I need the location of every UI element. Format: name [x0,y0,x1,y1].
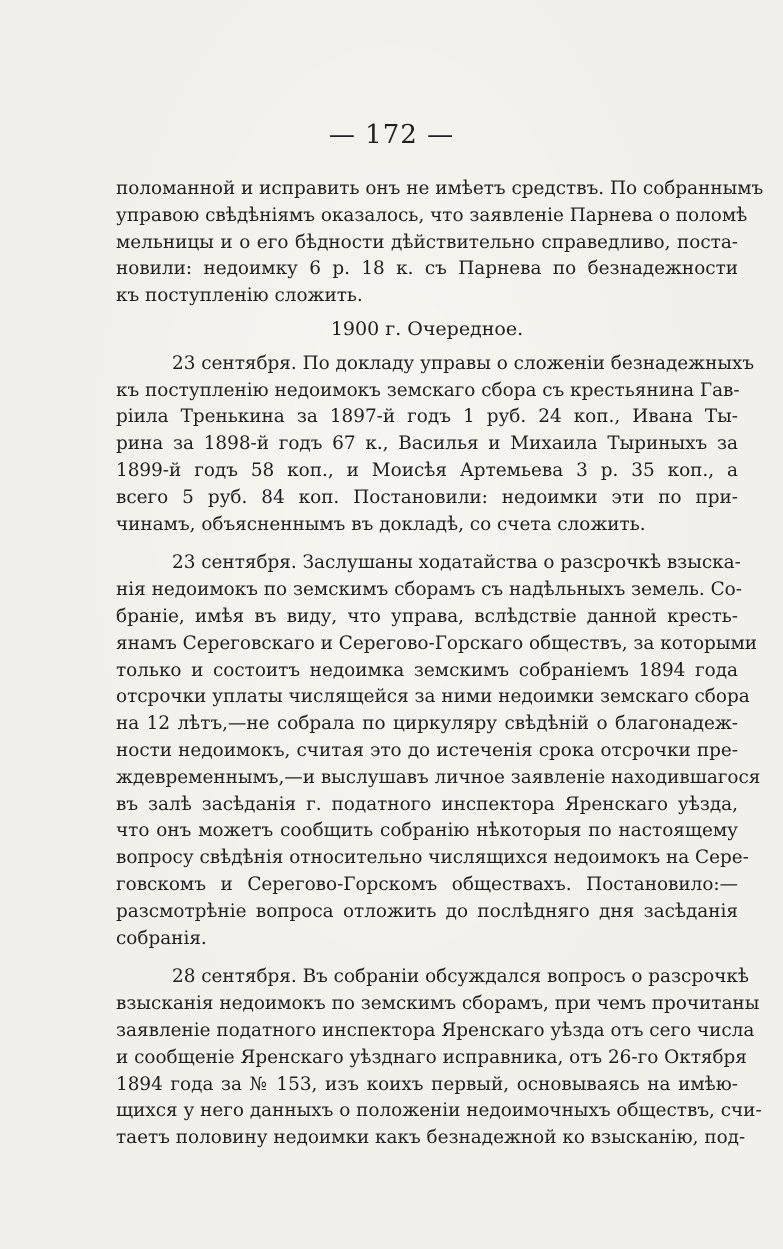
text-line: ріила Тренькина за 1897-й годъ 1 руб. 24 коп., Ивана Ты- [116,406,738,428]
page-number: — 172 — [328,120,455,150]
paragraph-2 [116,351,755,539]
text-line: заявленіе податного инспектора Яренскаго уѣзда отъ сего числа [116,1019,755,1041]
paragraph-gap [116,952,738,964]
text-line: таетъ половину недоимки какъ безнадежной ко взысканію, под- [116,1127,746,1149]
text-line: 23 сентября. Заслушаны ходатайства о разсрочкѣ взыска- [172,552,741,574]
year-heading: 1900 г. Очередное. [330,317,524,340]
text-line: ности недоимокъ, считая это до истеченія срока отсрочки пре- [116,739,738,761]
paragraph-3 [116,550,761,952]
text-line: вопросу свѣдѣнія относительно числящихся недоимокъ на Сере- [116,847,749,869]
text-line: 1899-й годъ 58 коп., и Моисѣя Артемьева 3 р. 35 коп., а [116,459,738,481]
text-line: ждевременнымъ,—и выслушавъ личное заявленіе находившагося [116,766,761,788]
text-line: браніе, имѣя въ виду, что управа, вслѣдствіе данной кресть- [116,605,738,627]
text-line: 28 сентября. Въ собраніи обсуждался вопросъ о разсрочкѣ [172,966,749,988]
text-line: мельницы и о его бѣдности дѣйствительно справедливо, поста- [116,231,738,253]
text-line: 1894 года за № 153, изъ коихъ первый, основываясь на имѣю- [116,1073,738,1095]
text-line: къ поступленію сложить. [116,285,363,307]
text-line: чинамъ, объясненнымъ въ докладѣ, со счета сложить. [116,513,646,535]
text-line: говскомъ и Серегово-Горскомъ обществахъ. Постановило:— [116,873,738,895]
text-line: 23 сентября. По докладу управы о сложеніи безнадежныхъ [172,352,755,374]
text-line: всего 5 руб. 84 коп. Постановили: недоимки эти по при- [116,486,738,508]
text-line: рина за 1898-й годъ 67 к., Василья и Михаила Тыриныхъ за [116,433,738,455]
text-line: и сообщеніе Яренскаго уѣзднаго исправника, отъ 26-го Октября [116,1046,747,1068]
text-line: новили: недоимку 6 р. 18 к. съ Парнева по безнадежности [116,258,738,280]
text-line: къ поступленію недоимокъ земскаго сбора съ крестьянина Гав- [116,379,740,401]
text-line: управою свѣдѣніямъ оказалось, что заявленіе Парнева о поломѣ [116,204,748,226]
page-body [116,176,764,1152]
text-line: взысканія недоимокъ по земскимъ сборамъ, при чемъ прочитаны [116,993,760,1015]
paragraph-1 [116,176,764,310]
text-line: на 12 лѣтъ,—не собрала по циркуляру свѣдѣній о благонадеж- [116,713,738,735]
text-line: отсрочки уплаты числящейся за ними недоимки земскаго сбора [116,686,750,708]
text-line: собранія. [116,927,207,949]
paragraph-gap [116,538,738,550]
paragraph-4 [116,964,762,1152]
text-line: янамъ Сереговскаго и Серегово-Горскаго обществъ, за которыми [116,632,758,654]
text-line: нія недоимокъ по земскимъ сборамъ съ надѣльныхъ земель. Со- [116,579,742,601]
text-line: что онъ можетъ сообщить собранію нѣкоторыя по настоящему [116,820,738,842]
text-line: поломанной и исправить онъ не имѣетъ средствъ. По собраннымъ [116,178,764,199]
text-line: только и состоитъ недоимка земскимъ собраніемъ 1894 года [116,659,738,681]
text-line: разсмотрѣніе вопроса отложить до послѣдняго дня засѣданія [116,900,738,922]
text-line: щихся у него данныхъ о положеніи недоимочныхъ обществъ, счи- [116,1100,762,1122]
text-line: въ залѣ засѣданія г. податного инспектора Яренскаго уѣзда, [116,793,738,815]
